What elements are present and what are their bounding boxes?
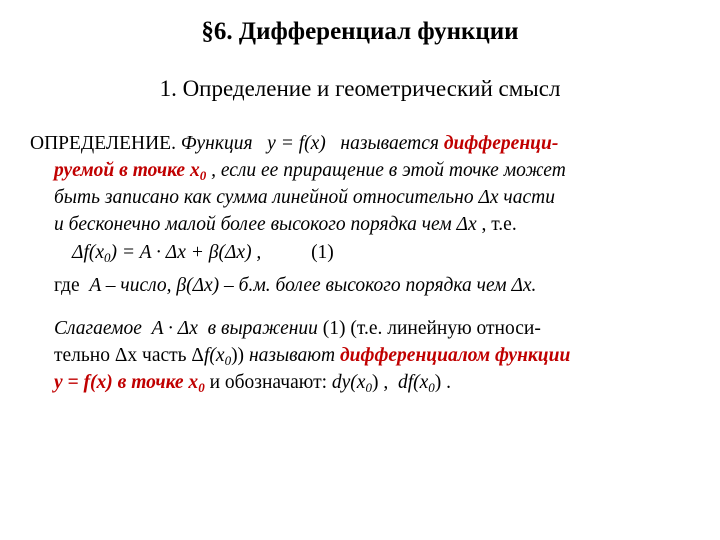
in-expression-text: в выражении [207,318,318,339]
where-explanation: A – число, β(Δx) – б.м. более высокого порядка чем Δx. [89,275,537,296]
formula-line [72,242,334,266]
differential-line-2: тельно Δx часть $\Delta f(x_0)$) называют дифференциалом функции [54,345,571,368]
definition-line-4-text: и бесконечно малой более высокого порядка чем Δx [54,214,477,235]
page-title: §6. Дифференциал функции [201,18,519,45]
function-expression: y = f(x) [267,133,326,154]
summand-expression: A · Δx [151,318,198,339]
definition-line-6 [54,275,536,297]
summand-word: Слагаемое [54,318,142,339]
notation-df: $df(x_0$ [397,372,435,395]
function-word: Функция [180,133,253,154]
differential-line-3: y = f(x) в точке $x_0$ и обозначают: $dy(x_0)$ , $df(x_0)$ . [54,372,452,395]
called-text: называют [244,345,340,366]
definition-line-1 [30,133,558,155]
differential-line-1 [54,318,541,340]
definition-label: ОПРЕДЕЛЕНИЕ. [30,133,176,154]
definition-line-3: быть записано как сумма линейной относительно Δx части [54,187,555,208]
formula: $\Delta f(x_0) = A \cdot \Delta x + \beta(\Delta x)$ , [72,242,262,265]
term-differentiable-part-1: дифференци- [443,133,559,154]
formula-number: (1) [311,242,334,263]
term-at-point: y = f(x) в точке $x_0$ [54,372,205,395]
definition-line-2 [54,160,566,184]
is-called-text: называется [340,133,439,154]
definition-line-4 [54,214,517,236]
differential-line-2-text: тельно Δx часть Δ [54,345,204,366]
term-differential-of-function: дифференциалом функции [339,345,571,366]
delta-f-expression: $f(x_0$ [203,345,232,368]
definition-line-2-rest: , если ее приращение в этой точке может [206,160,566,181]
section-subtitle: 1. Определение и геометрический смысл [159,76,561,101]
differential-line-1-rest: (1) (т.е. линейную относи- [322,318,541,339]
term-differentiable-part-2: руемой в точке $x_0$ [54,160,207,183]
definition-line-4-te: , т.е. [476,214,517,235]
and-denote-text: и обозначают: [204,372,332,393]
notation-dy: $dy(x_0$ [331,372,372,395]
where-word: где [54,275,80,296]
